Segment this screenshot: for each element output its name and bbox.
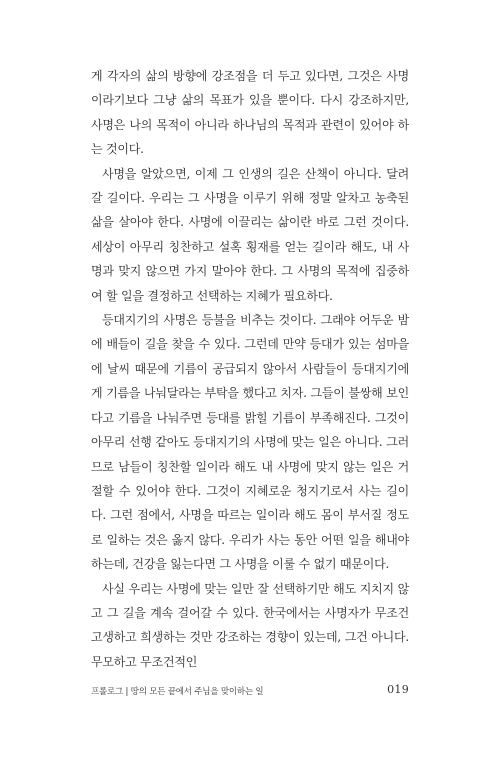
paragraph: 사명을 알았으면, 이제 그 인생의 길은 산책이 아니다. 달려갈 길이다. 우리는 그 사명을 이루기 위해 정말 알차고 농축된 삶을 살아야 한다. 사명에 이끌리는 삶이란 바로 그런 것이다. 세상이 아무리 칭찬하고 설혹 횡재를 얻는 길이라 해도, 내 사명과 맞지 않으면 가지 말아야 한다. 그 사명의 목적에 집중하여 할 일을 결정하고 선택하는 지혜가 필요하다. <box>91 166 409 303</box>
running-head: 프롤로그 | 땅의 모든 끝에서 주님을 맞이하는 일 <box>91 687 264 697</box>
page-number: 019 <box>387 683 409 696</box>
page-footer <box>91 683 409 699</box>
paragraph: 등대지기의 사명은 등불을 비추는 것이다. 그래야 어두운 밤에 배들이 길을 찾을 수 있다. 그런데 만약 등대가 있는 섬마을에 날씨 때문에 기름이 공급되지 않아서 사람들이 등대지기에게 기름을 나눠달라는 부탁을 했다고 치자. 그들이 불쌍해 보인다고 기름을 나눠주면 등대를 밝힐 기름이 부족해진다. 그것이 아무리 선행 같아도 등대지기의 사명에 맞는 일은 아니다. 그러므로 남들이 칭찬할 일이라 해도 내 사명에 맞지 않는 일은 거절할 수 있어야 한다. 그것이 지혜로운 청지기로서 사는 길이다. 그런 점에서, 사명을 따르는 일이라 해도 몸이 부서질 정도로 일하는 것은 옳지 않다. 우리가 사는 동안 어떤 일을 해내야 하는데, 건강을 잃는다면 그 사명을 이룰 수 없기 때문이다. <box>91 313 409 572</box>
paragraph: 사실 우리는 사명에 맞는 일만 잘 선택하기만 해도 지치지 않고 그 길을 계속 걸어갈 수 있다. 한국에서는 사명자가 무조건 고생하고 희생하는 것만 강조하는 경향이 있는데, 그건 아니다. 무모하고 무조건적인 <box>91 581 409 669</box>
paragraph-continued: 게 각자의 삶의 방향에 강조점을 더 두고 있다면, 그것은 사명이라기보다 그냥 삶의 목표가 있을 뿐이다. 다시 강조하지만, 사명은 나의 목적이 아니라 하나님의 목적과 관련이 있어야 하는 것이다. <box>91 69 409 157</box>
body-text <box>91 64 409 674</box>
